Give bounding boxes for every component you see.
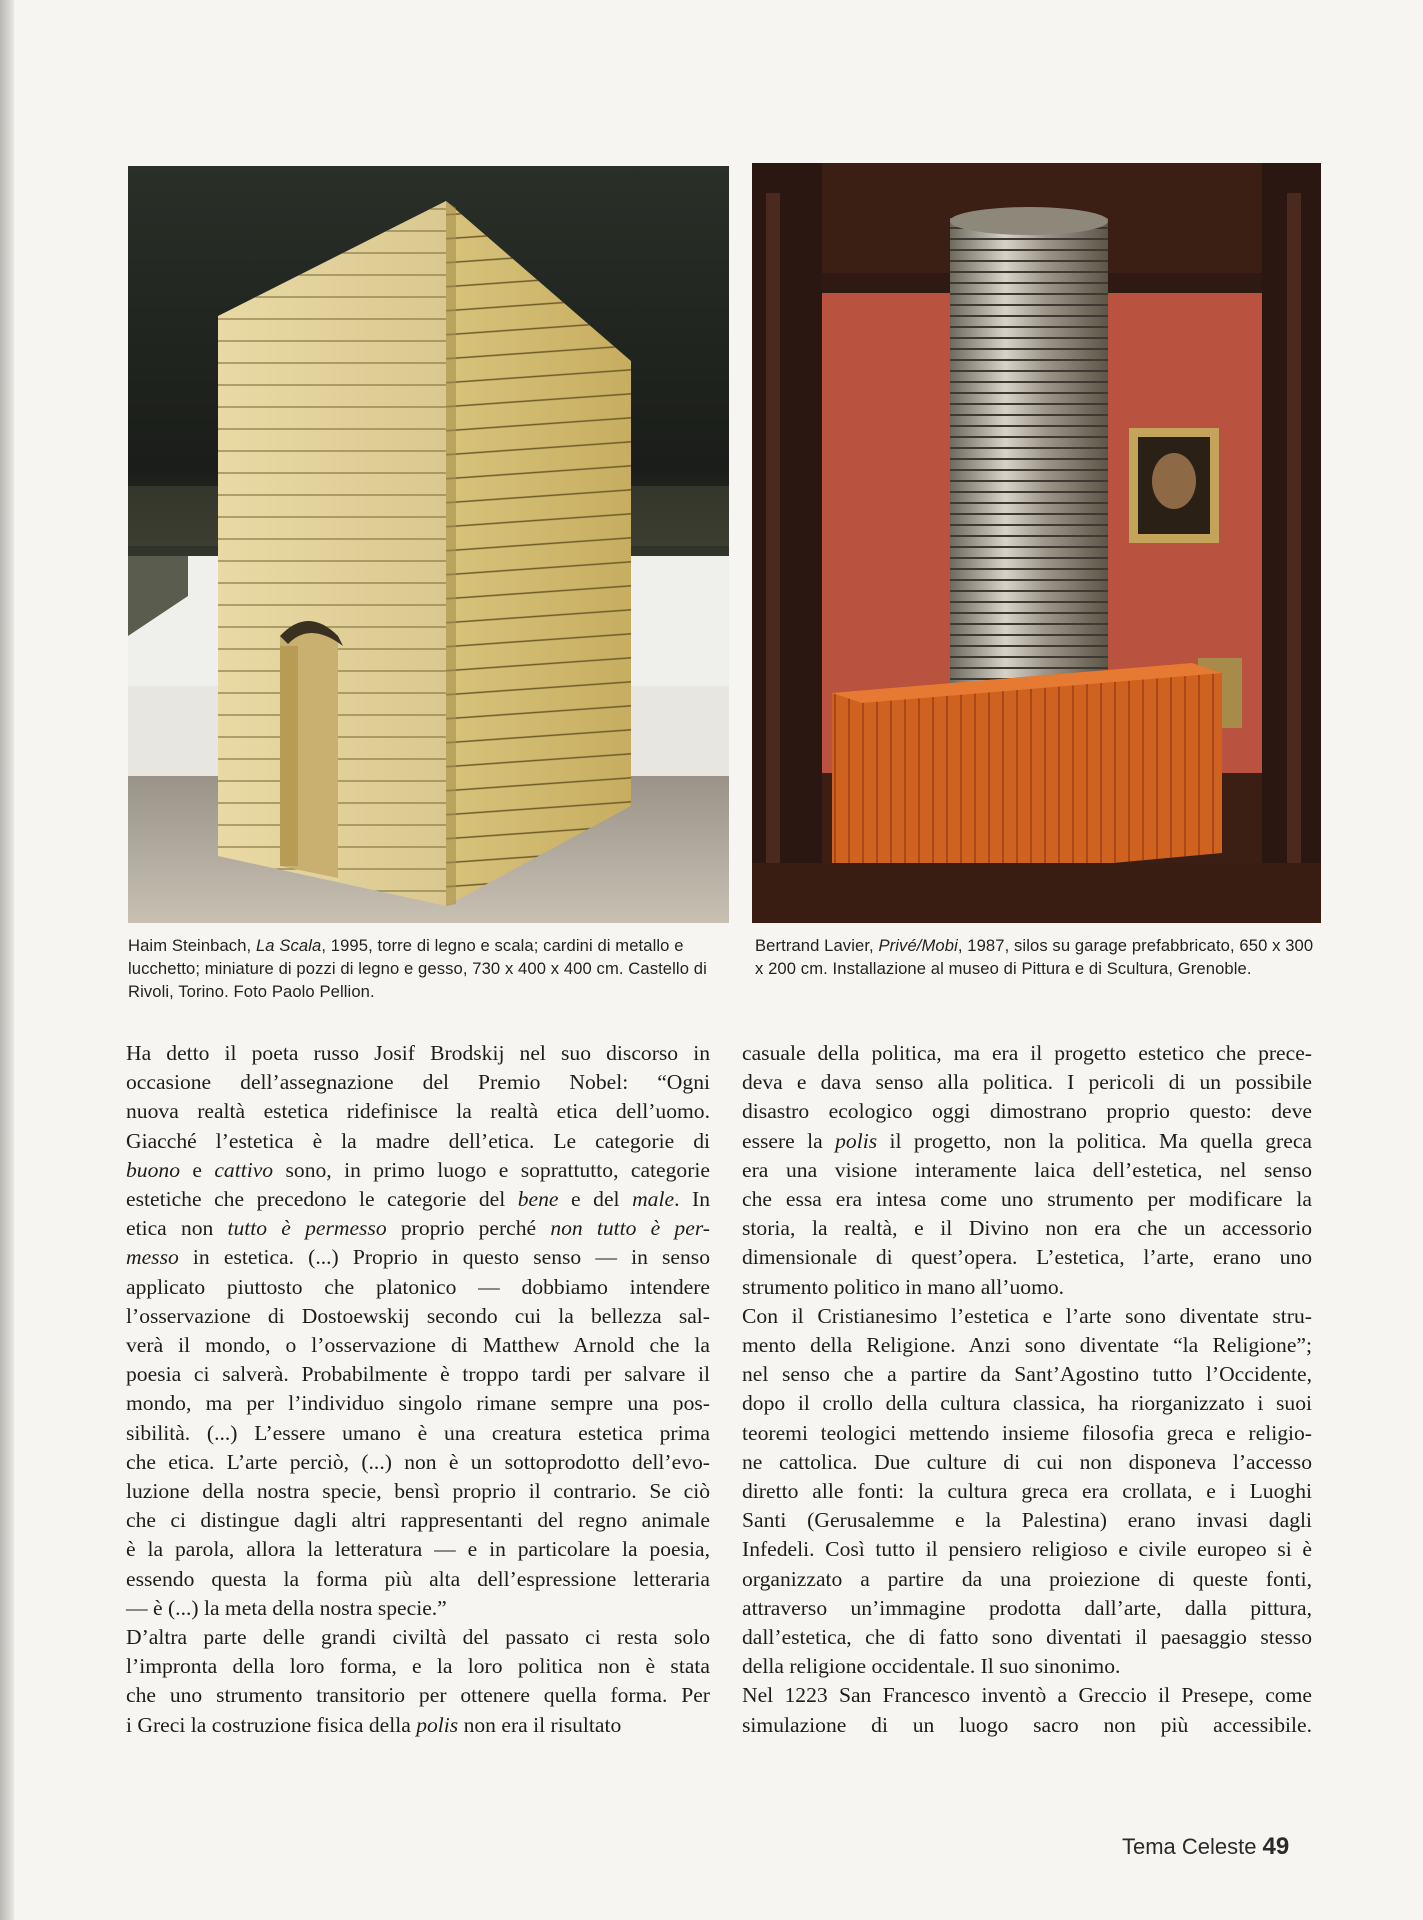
text-run: è la parola, allora la letteratura — e in particolare la poesia, — [126, 1537, 710, 1562]
text-line — [742, 1477, 1312, 1506]
text-line — [742, 1185, 1312, 1214]
text-run: disastro ecologico oggi dimostrano proprio questo: deve — [742, 1099, 1312, 1124]
text-run: non era il risultato — [458, 1712, 622, 1737]
emphasis-text: male — [632, 1187, 675, 1212]
text-run: luzione della nostra specie, bensì proprio il contrario. Se ciò — [126, 1479, 710, 1504]
text-run: dopo il crollo della cultura classica, ha riorganizzato i suoi — [742, 1391, 1312, 1416]
emphasis-text: bene — [517, 1187, 559, 1212]
text-run: in estetica. (...) Proprio in questo senso — in senso — [178, 1245, 710, 1270]
text-run: teoremi teologici mettendo insieme filosofia greca e religio- — [742, 1420, 1312, 1445]
text-run: l’osservazione di Dostoewskij secondo cui la bellezza sal- — [126, 1303, 710, 1328]
text-run: che etica. L’arte perciò, (...) non è un sottoprodotto dell’evo- — [126, 1449, 710, 1474]
text-run: deva e dava senso alla politica. I pericoli di un possibile — [742, 1070, 1312, 1095]
text-run: D’altra parte delle grandi civiltà del passato ci resta solo — [126, 1625, 710, 1650]
text-line — [126, 1594, 710, 1623]
text-run: strumento politico in mano all’uomo. — [742, 1274, 1065, 1299]
text-run: Con il Cristianesimo l’estetica e l’arte sono diventate stru- — [742, 1303, 1312, 1328]
text-line — [126, 1243, 710, 1272]
text-line — [126, 1681, 710, 1710]
text-run: diretto alle fonti: la cultura greca era crollata, e i Luoghi — [742, 1479, 1312, 1504]
wooden-tower-illustration — [128, 166, 729, 923]
text-run: etica non — [126, 1216, 228, 1241]
text-line — [126, 1156, 710, 1185]
text-line — [742, 1243, 1312, 1272]
photo-la-scala — [128, 166, 729, 923]
text-line — [126, 1419, 710, 1448]
text-line — [126, 1711, 710, 1740]
text-line — [742, 1039, 1312, 1068]
text-line — [742, 1156, 1312, 1185]
text-run: Ha detto il poeta russo Josif Brodskij nel suo discorso in — [126, 1041, 710, 1065]
text-line — [742, 1214, 1312, 1243]
text-run: mento della Religione. Anzi sono diventate “la Religione”; — [742, 1333, 1312, 1358]
text-run: e del — [558, 1187, 633, 1212]
text-line — [126, 1448, 710, 1477]
text-line — [126, 1331, 710, 1360]
emphasis-text: polis — [835, 1128, 878, 1153]
magazine-name: Tema Celeste — [1122, 1834, 1257, 1859]
text-run: della religione occidentale. Il suo sinonimo. — [742, 1654, 1121, 1679]
text-run: che essa era intesa come uno strumento per modificare la — [742, 1187, 1312, 1212]
text-line — [742, 1097, 1312, 1126]
text-run: occasione dell’assegnazione del Premio Nobel: “Ogni — [126, 1070, 710, 1095]
text-run: casuale della politica, ma era il progetto estetico che prece- — [742, 1041, 1312, 1065]
emphasis-text: tutto è permesso — [227, 1216, 387, 1241]
text-line — [742, 1068, 1312, 1097]
text-line — [742, 1302, 1312, 1331]
text-line — [742, 1448, 1312, 1477]
text-line — [126, 1623, 710, 1652]
emphasis-text: buono — [126, 1157, 180, 1182]
text-line — [742, 1389, 1312, 1418]
text-line — [126, 1652, 710, 1681]
text-run: Santi (Gerusalemme e la Palestina) erano invasi dagli — [742, 1508, 1312, 1533]
text-line — [742, 1594, 1312, 1623]
text-run: storia, la realtà, e il Divino non era che un accessorio — [742, 1216, 1312, 1241]
text-run: organizzato a partire da una proiezione di queste fonti, — [742, 1566, 1312, 1591]
text-run: Nel 1223 San Francesco inventò a Greccio il Presepe, come — [742, 1683, 1312, 1708]
text-run: Giacché l’estetica è la madre dell’etica. Le categorie di — [126, 1128, 710, 1153]
page-footer — [1122, 1833, 1289, 1861]
body-column-right — [742, 1039, 1312, 1740]
text-line — [126, 1506, 710, 1535]
caption-details: , 1987, silos su garage prefabbricato, 650 x 300 x 200 cm. Installazione al museo di Pittura e di Scultura, Grenoble. — [755, 936, 1314, 978]
text-line — [742, 1506, 1312, 1535]
text-run: nel senso che a partire da Sant’Agostino tutto l’Occidente, — [742, 1362, 1312, 1387]
text-line — [742, 1360, 1312, 1389]
caption-artist: Haim Steinbach, — [128, 936, 256, 955]
text-run: essere la — [742, 1128, 836, 1153]
body-column-left — [126, 1039, 710, 1740]
text-run: simulazione di un luogo sacro non più accessibile. — [742, 1712, 1312, 1737]
text-line — [742, 1273, 1312, 1302]
text-line — [126, 1068, 710, 1097]
caption-la-scala — [128, 934, 732, 1003]
silo-installation-illustration — [752, 163, 1321, 923]
text-run: era una visione interamente laica dell’estetica, nel senso — [742, 1157, 1312, 1182]
text-run: — è (...) la meta della nostra specie.” — [126, 1595, 447, 1620]
text-line — [126, 1097, 710, 1126]
text-run: . In — [674, 1187, 710, 1212]
text-line — [742, 1652, 1312, 1681]
text-line — [742, 1711, 1312, 1740]
text-run: il progetto, non la politica. Ma quella greca — [877, 1128, 1313, 1153]
page-number: 49 — [1262, 1833, 1290, 1860]
text-run: i Greci la costruzione fisica della — [126, 1712, 417, 1737]
emphasis-text: polis — [416, 1712, 459, 1737]
text-line — [126, 1302, 710, 1331]
caption-title: Privé/Mobi — [878, 936, 958, 955]
text-run: applicato piuttosto che platonico — dobbiamo intendere — [126, 1274, 710, 1299]
caption-title: La Scala — [255, 936, 322, 955]
emphasis-text: messo — [126, 1245, 179, 1270]
text-line — [126, 1214, 710, 1243]
text-run: sibilità. (...) L’essere umano è una creatura estetica prima — [126, 1420, 710, 1445]
text-run: che uno strumento transitorio per ottenere quella forma. Per — [126, 1683, 710, 1708]
text-line — [742, 1681, 1312, 1710]
text-line — [742, 1331, 1312, 1360]
text-run: estetiche che precedono le categorie del — [126, 1187, 518, 1212]
text-run: e — [179, 1157, 215, 1182]
text-run: sono, in primo luogo e soprattutto, categorie — [273, 1157, 711, 1182]
emphasis-text: cattivo — [214, 1157, 274, 1182]
text-line — [126, 1185, 710, 1214]
text-line — [126, 1273, 710, 1302]
text-line — [126, 1535, 710, 1564]
text-run: mondo, ma per l’individuo singolo rimane sempre una pos- — [126, 1391, 710, 1416]
text-run: l’impronta della loro forma, e la loro politica non è stata — [126, 1654, 710, 1679]
text-line — [742, 1623, 1312, 1652]
caption-prive-mobi — [755, 934, 1325, 980]
photo-prive-mobi — [752, 163, 1321, 923]
text-line — [742, 1419, 1312, 1448]
emphasis-text: non tutto è per- — [550, 1216, 710, 1241]
text-run: poesia ci salverà. Probabilmente è troppo tardi per salvare il — [126, 1362, 710, 1387]
text-run: attraverso un’immagine prodotta dall’arte, dalla pittura, — [742, 1595, 1312, 1620]
text-run: dimensionale di quest’opera. L’estetica, l’arte, erano uno — [742, 1245, 1312, 1270]
text-line — [126, 1389, 710, 1418]
text-run: nuova realtà estetica ridefinisce la realtà etica dell’uomo. — [126, 1099, 710, 1124]
text-run: dall’estetica, che di fatto sono diventati il paesaggio stesso — [742, 1625, 1312, 1650]
text-line — [126, 1039, 710, 1068]
text-run: che ci distingue dagli altri rappresentanti del regno animale — [126, 1508, 710, 1533]
text-line — [742, 1565, 1312, 1594]
page-edge — [0, 0, 14, 1920]
text-line — [742, 1127, 1312, 1156]
caption-details: , 1995, torre di legno e scala; cardini di metallo e lucchetto; miniature di pozzi di legno e gesso, 730 x 400 x 400 cm. Castello di Rivoli, Torino. Foto Paolo Pellion. — [128, 936, 707, 1001]
text-line — [126, 1565, 710, 1594]
caption-artist: Bertrand Lavier, — [755, 936, 879, 955]
text-run: Infedeli. Così tutto il pensiero religioso e civile europeo si è — [742, 1537, 1312, 1562]
text-line — [126, 1360, 710, 1389]
text-line — [742, 1535, 1312, 1564]
text-line — [126, 1127, 710, 1156]
text-run: essendo questa la forma più alta dell’espressione letteraria — [126, 1566, 710, 1591]
text-line — [126, 1477, 710, 1506]
text-run: verà il mondo, o l’osservazione di Matthew Arnold che la — [126, 1333, 710, 1358]
text-run: ne cattolica. Due culture di cui non disponeva l’accesso — [742, 1449, 1312, 1474]
text-run: proprio perché — [386, 1216, 551, 1241]
